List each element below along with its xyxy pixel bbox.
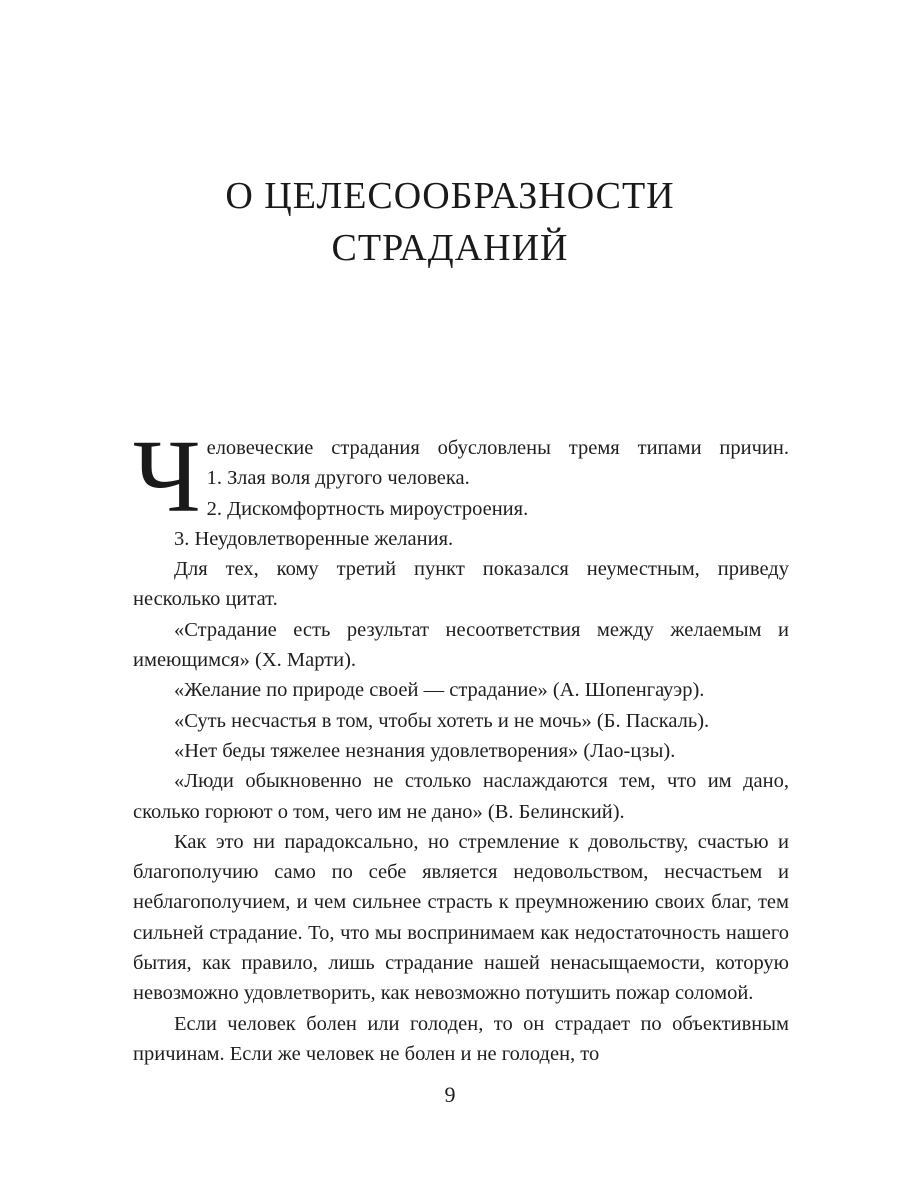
quote-pascal: «Суть несчастья в том, чтобы хотеть и не мочь» (Б. Паскаль). (174, 709, 710, 732)
chapter-title-line-1: О ЦЕЛЕСООБРАЗНОСТИ (225, 175, 675, 217)
paragraph-quotes-intro: Для тех, кому третий пункт показался неуместным, приведу несколько цитат. (133, 558, 789, 611)
list-item-2: 2. Дискомфортность мироустроения. (206, 497, 529, 520)
list-item-1: 1. Злая воля другого человека. (206, 467, 470, 490)
quote-lao-tzu: «Нет беды тяжелее незнания удовлетворения» (Лао-цзы). (174, 739, 676, 762)
opening-sentence: еловеческие страдания обусловлены тремя типами причин. (206, 437, 789, 459)
chapter-title (0, 170, 900, 274)
paragraph-paradox: Как это ни парадоксально, но стремление к довольству, счастью и благополучию само по себе является недовольством, несчастьем и неблагополучием, и чем сильнее страсть к преумножению своих благ, тем сильней страдание. То, что мы воспринимаем как недостаточность нашего бытия, как правило, лишь страдание нашей ненасыщаемости, которую невозможно удовлетворить, как невозможно потушить пожар соломой. (133, 830, 789, 1005)
quote-marti: «Страдание есть результат несоответствия между желаемым и имеющимся» (Х. Марти). (133, 618, 789, 672)
quote-belinsky: «Люди обыкновенно не столько наслаждаются тем, что им дано, сколько горюют о том, чего им не дано» (В. Белинский). (133, 770, 789, 823)
chapter-body (133, 419, 789, 1069)
list-item-3: 3. Неудовлетворенные желания. (174, 527, 454, 550)
page-number: 9 (444, 1082, 456, 1107)
opening-paragraph (133, 419, 789, 534)
quote-schopenhauer: «Желание по природе своей — страдание» (А. Шопенгауэр). (174, 679, 705, 702)
chapter-title-line-2: СТРАДАНИЙ (331, 227, 569, 269)
drop-cap: Ч (133, 419, 201, 534)
paragraph-objective-causes: Если человек болен или голоден, то он страдает по объективным причинам. Если же человек не болен и не голоден, то (133, 1012, 789, 1065)
